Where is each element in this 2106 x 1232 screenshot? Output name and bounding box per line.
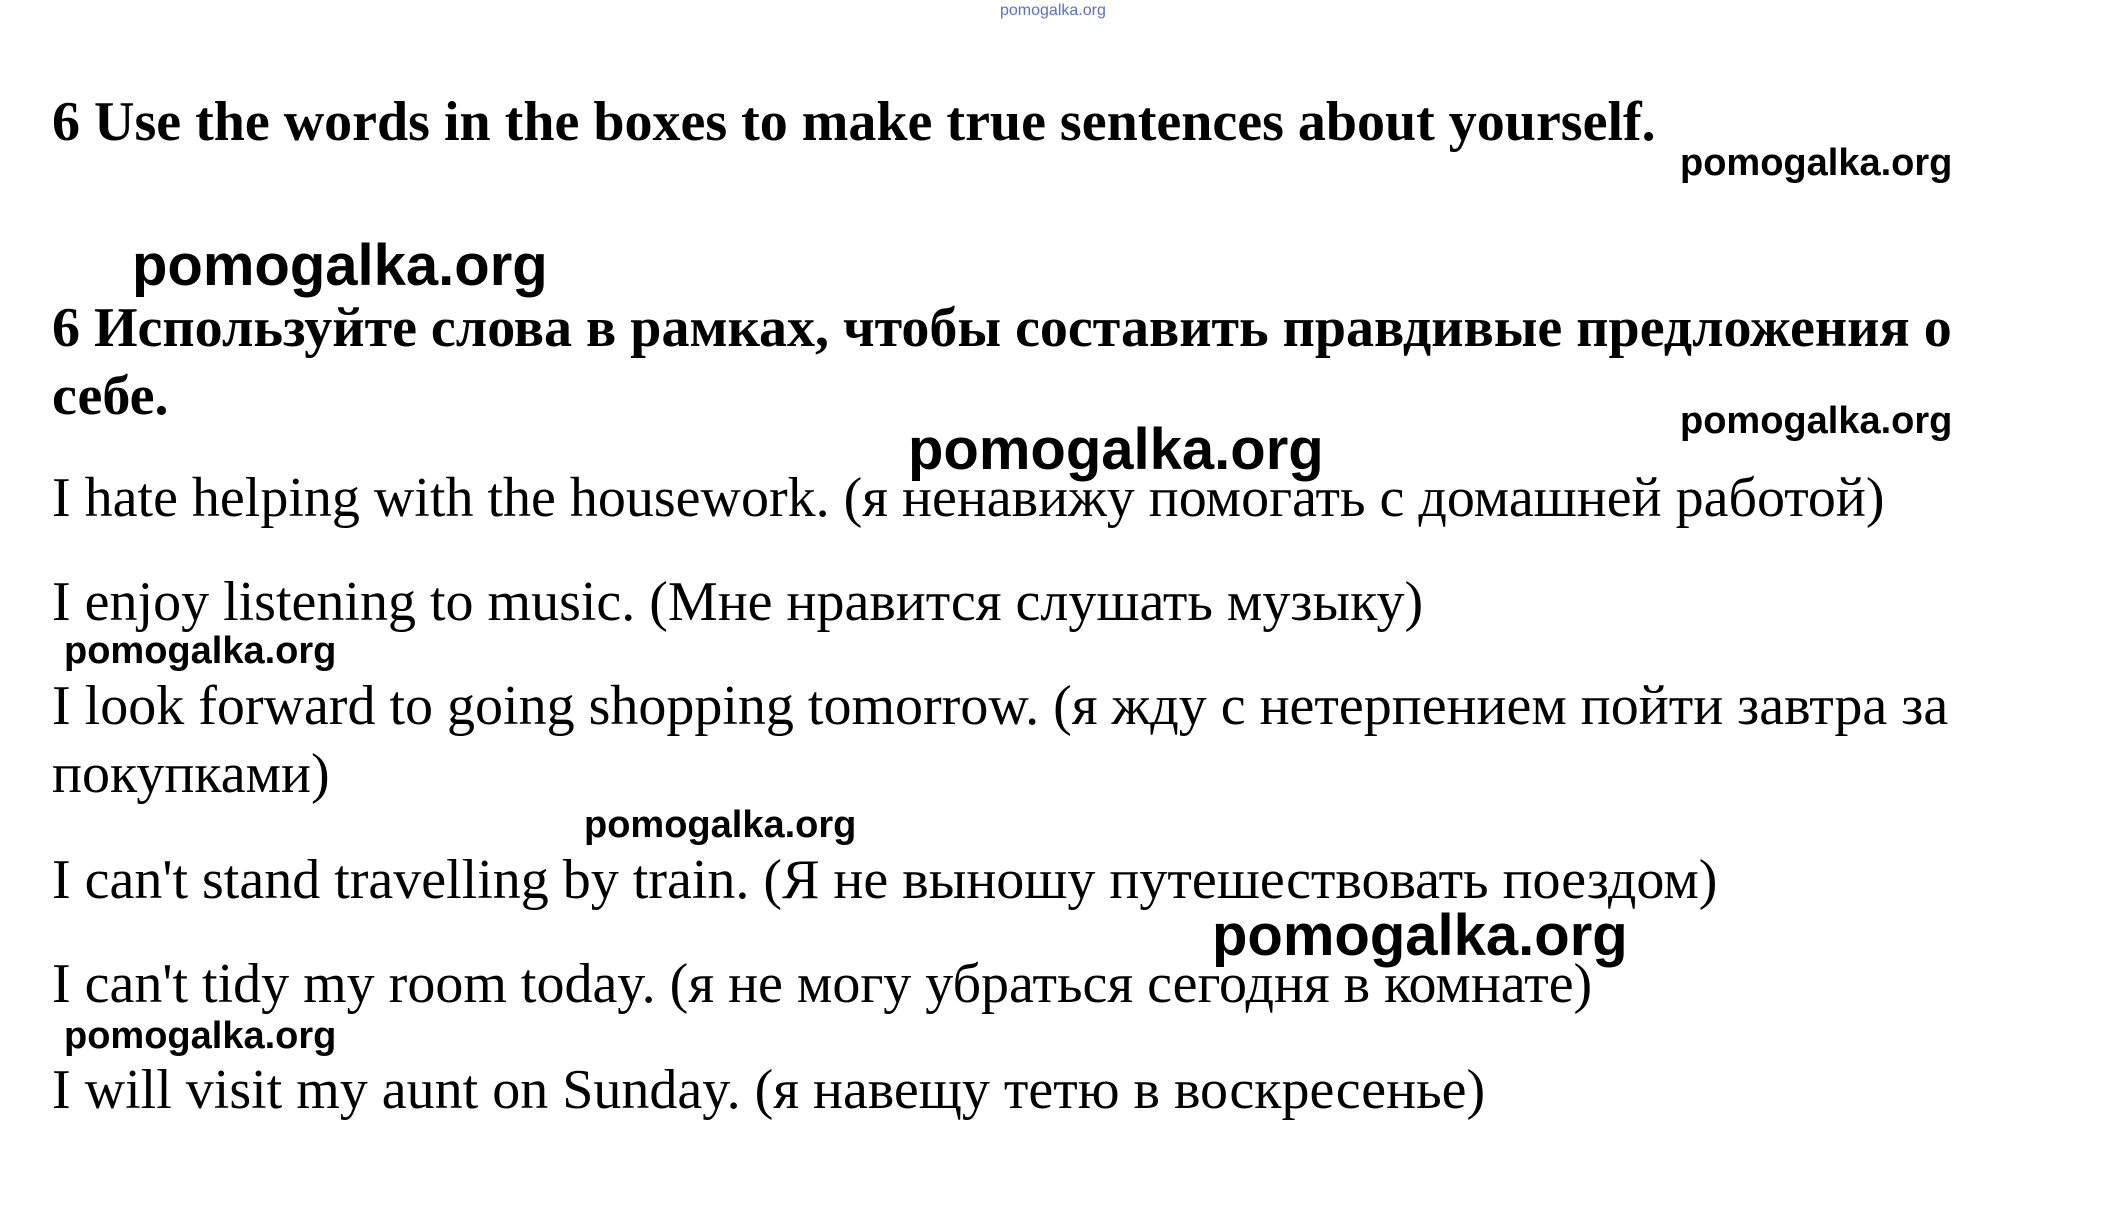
- watermark: pomogalka.org: [1212, 903, 1628, 968]
- watermark: pomogalka.org: [908, 417, 1324, 482]
- watermark: pomogalka.org: [1680, 400, 1953, 442]
- watermark: pomogalka.org: [64, 630, 337, 672]
- watermark: pomogalka.org: [132, 233, 548, 298]
- exercise-heading-ru: 6 Используйте слова в рамках, чтобы составить правдивые предложения о себе.: [52, 297, 1952, 427]
- answer-sentence: I look forward to going shopping tomorrow. (я жду с нетерпением пойти завтра за покупками): [52, 675, 1949, 805]
- answer-sentence: I can't stand travelling by train. (Я не выношу путешествовать поездом): [52, 849, 1718, 911]
- answer-sentence: I enjoy listening to music. (Мне нравится слушать музыку): [52, 571, 1424, 633]
- watermark: pomogalka.org: [64, 1015, 337, 1057]
- exercise-heading-en: 6 Use the words in the boxes to make true sentences about yourself.: [52, 91, 1656, 153]
- answer-sentence: I will visit my aunt on Sunday. (я навещу тетю в воскресенье): [52, 1059, 1486, 1121]
- answer-sentence: I can't tidy my room today. (я не могу убраться сегодня в комнате): [52, 953, 1593, 1015]
- watermark: pomogalka.org: [1680, 142, 1953, 184]
- answer-sentence: I hate helping with the housework. (я ненавижу помогать с домашней работой): [52, 467, 1885, 529]
- top-watermark: pomogalka.org: [1000, 2, 1106, 19]
- watermark: pomogalka.org: [584, 804, 857, 846]
